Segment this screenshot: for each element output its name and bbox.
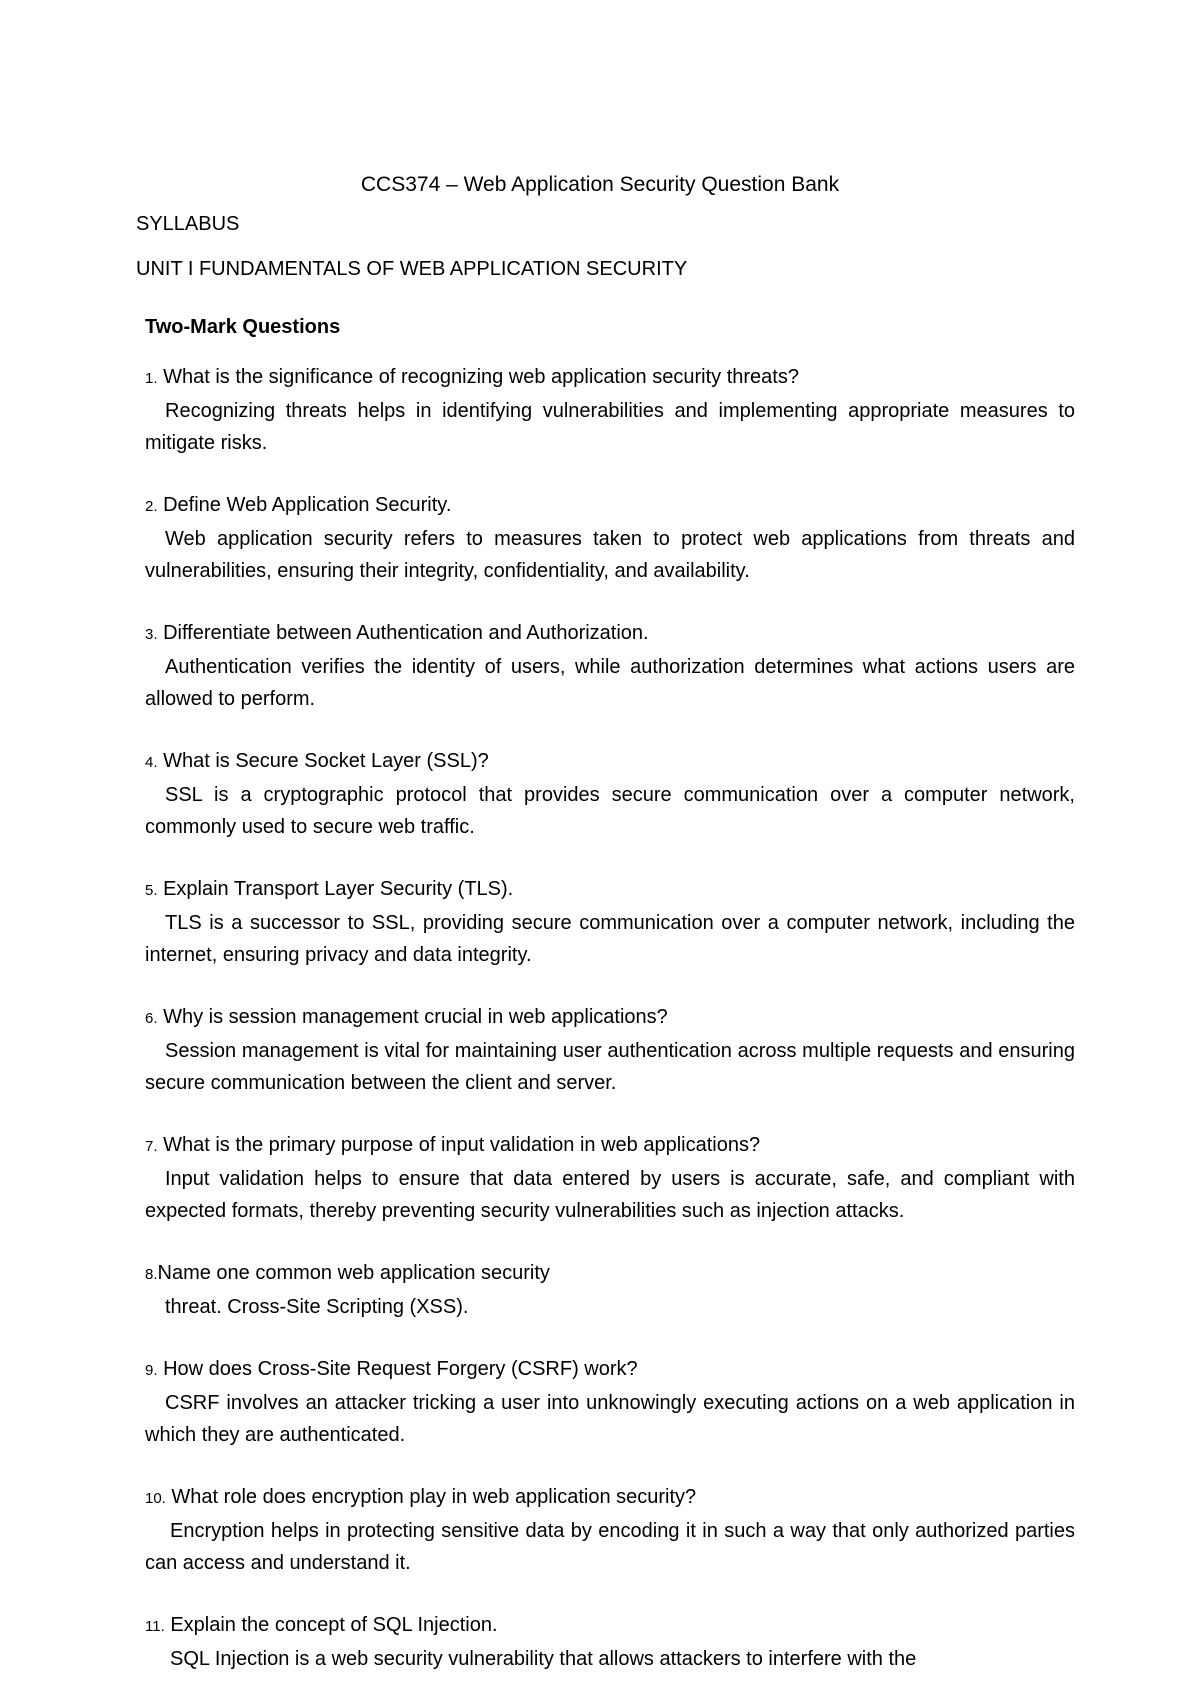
question-block	[145, 1001, 1075, 1099]
question-text: How does Cross-Site Request Forgery (CSRF) work?	[163, 1358, 638, 1380]
question-text: Differentiate between Authentication and Authorization.	[163, 622, 649, 644]
question-block	[145, 361, 1075, 459]
question-block	[145, 1609, 1075, 1675]
question-line	[145, 1481, 1075, 1515]
answer-text: Web application security refers to measures taken to protect web applications from threats and vulnerabilities, ensuring their integrity, confidentiality, and availability.	[145, 528, 1075, 582]
section-heading: Two-Mark Questions	[145, 316, 341, 338]
question-block	[145, 1353, 1075, 1451]
question-text: What is the primary purpose of input validation in web applications?	[163, 1134, 761, 1156]
question-number: 6.	[145, 1010, 158, 1027]
question-text: What role does encryption play in web application security?	[171, 1486, 697, 1508]
question-number: 11.	[145, 1618, 165, 1635]
question-text: Explain the concept of SQL Injection.	[170, 1614, 498, 1636]
question-line	[145, 361, 1075, 395]
answer-text: threat. Cross-Site Scripting (XSS).	[165, 1296, 469, 1318]
question-number: 4.	[145, 754, 158, 771]
question-number: 1.	[145, 370, 158, 387]
question-text: What is Secure Socket Layer (SSL)?	[163, 750, 489, 772]
syllabus-heading: SYLLABUS	[136, 213, 240, 235]
question-text: Why is session management crucial in web applications?	[163, 1006, 668, 1028]
question-line	[145, 1257, 1075, 1291]
answer-text: Session management is vital for maintaining user authentication across multiple requests and ensuring secure communication between the client and server.	[145, 1040, 1075, 1094]
answer-text: SQL Injection is a web security vulnerability that allows attackers to interfere with the	[170, 1648, 917, 1670]
question-text: Explain Transport Layer Security (TLS).	[163, 878, 514, 900]
question-number: 10.	[145, 1490, 166, 1507]
question-line	[145, 1353, 1075, 1387]
answer-text: Input validation helps to ensure that data entered by users is accurate, safe, and compliant with expected formats, thereby preventing security vulnerabilities such as injection attacks.	[145, 1168, 1075, 1222]
question-block	[145, 1481, 1075, 1579]
question-block	[145, 745, 1075, 843]
question-number: 2.	[145, 498, 158, 515]
question-line	[145, 1129, 1075, 1163]
question-line	[145, 617, 1075, 651]
question-number: 7.	[145, 1138, 158, 1155]
question-number: 9.	[145, 1362, 158, 1379]
question-text: What is the significance of recognizing web application security threats?	[163, 366, 799, 388]
question-number: 5.	[145, 882, 158, 899]
question-block	[145, 1257, 1075, 1323]
answer-text: TLS is a successor to SSL, providing secure communication over a computer network, including the internet, ensuring privacy and data integrity.	[145, 912, 1075, 966]
question-line	[145, 489, 1075, 523]
answer-text: CSRF involves an attacker tricking a user into unknowingly executing actions on a web application in which they are authenticated.	[145, 1392, 1075, 1446]
question-number: 3.	[145, 626, 158, 643]
question-block	[145, 873, 1075, 971]
question-text: Define Web Application Security.	[163, 494, 452, 516]
question-line	[145, 1001, 1075, 1035]
answer-text: Recognizing threats helps in identifying vulnerabilities and implementing appropriate measures to mitigate risks.	[145, 400, 1075, 454]
question-block	[145, 1129, 1075, 1227]
question-line	[145, 1609, 1075, 1643]
answer-text: Encryption helps in protecting sensitive data by encoding it in such a way that only authorized parties can access and understand it.	[145, 1520, 1075, 1574]
question-line	[145, 745, 1075, 779]
question-line	[145, 873, 1075, 907]
question-block	[145, 617, 1075, 715]
answer-text: Authentication verifies the identity of users, while authorization determines what actions users are allowed to perform.	[145, 656, 1075, 710]
answer-text: SSL is a cryptographic protocol that provides secure communication over a computer network, commonly used to secure web traffic.	[145, 784, 1075, 838]
question-number: 8.	[145, 1266, 158, 1283]
unit-heading: UNIT I FUNDAMENTALS OF WEB APPLICATION SECURITY	[136, 258, 688, 280]
document-title: CCS374 – Web Application Security Question Bank	[360, 173, 840, 196]
question-block	[145, 489, 1075, 587]
question-text: Name one common web application security	[157, 1262, 550, 1284]
